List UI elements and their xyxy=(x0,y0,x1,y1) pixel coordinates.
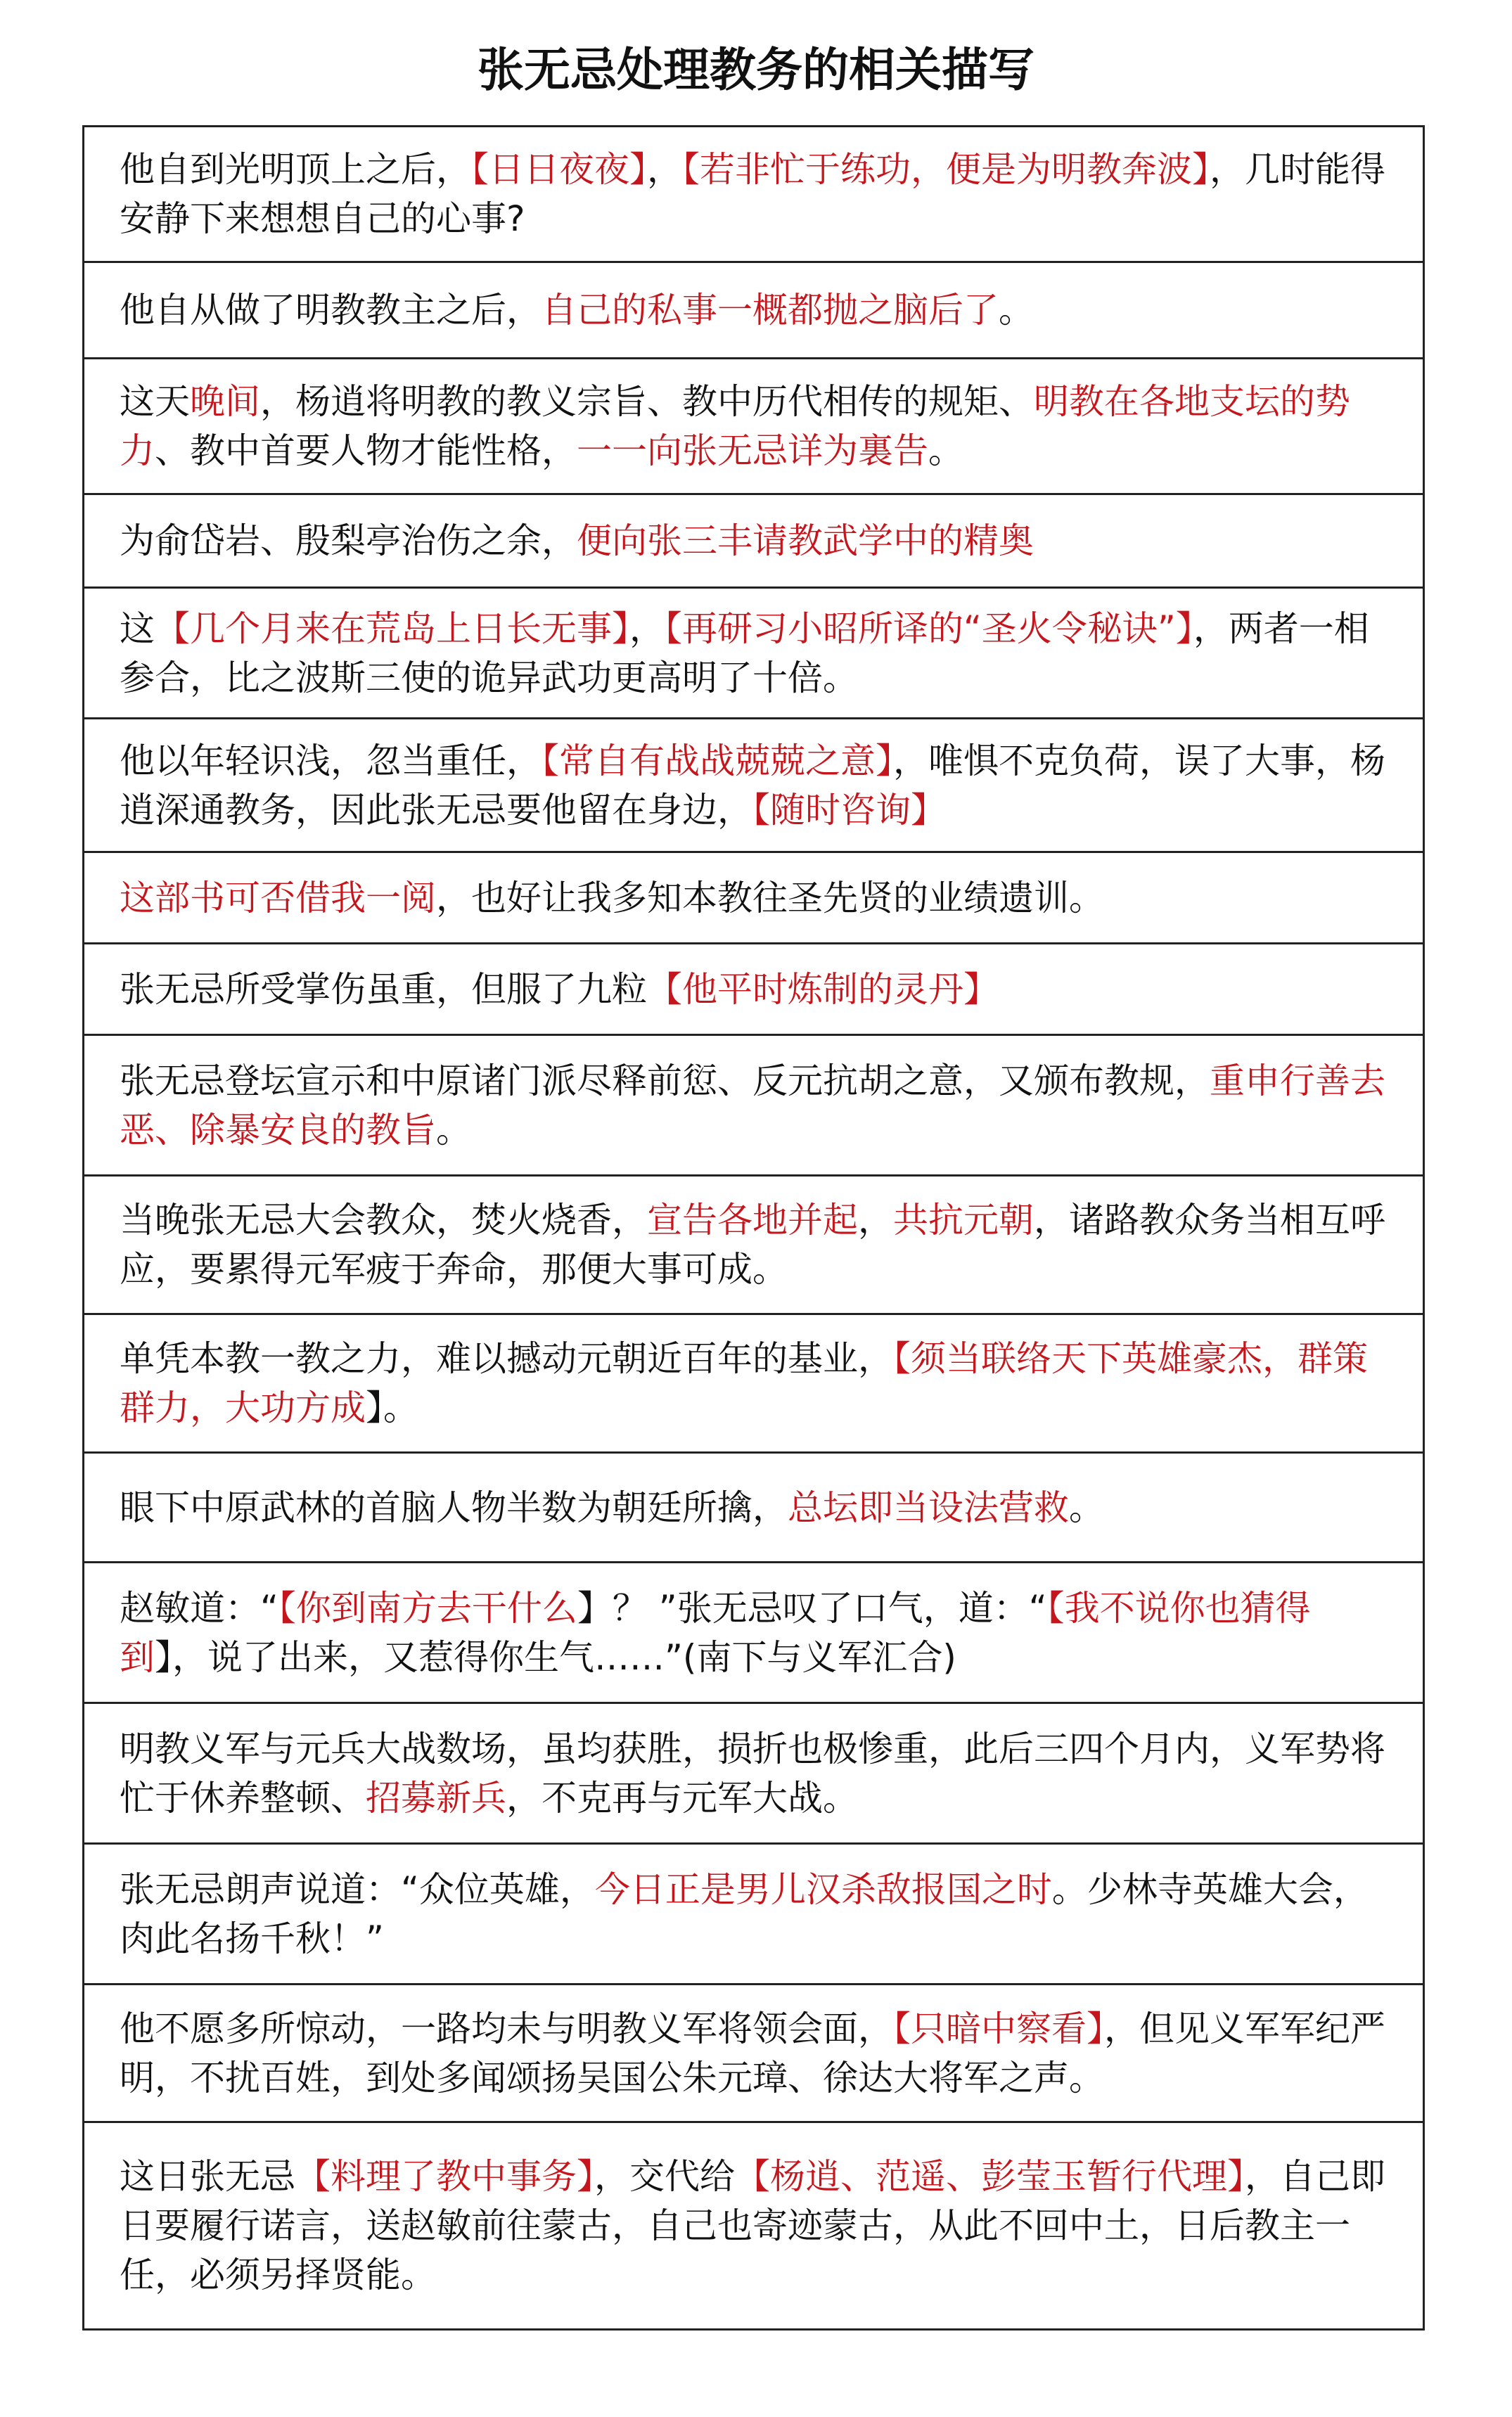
row-text xyxy=(120,873,1391,923)
highlight-text: 【若非忙于练功，便是为明教奔波】 xyxy=(682,149,1210,190)
table-row xyxy=(84,1845,1423,1985)
plain-text: ，交代给 xyxy=(594,2156,735,2197)
plain-text: ， xyxy=(629,608,665,649)
table-row xyxy=(84,2123,1423,2328)
plain-text: ，唯惧不克负荷，误了大事，杨逍深通教务，因此张无忌要他留在身边， xyxy=(120,740,1385,831)
row-text xyxy=(120,2004,1391,2103)
row-text xyxy=(120,736,1391,835)
row-text xyxy=(120,1865,1391,1963)
plain-text: ，两者一相参合，比之波斯三使的诡异武功更高明了十倍。 xyxy=(120,608,1369,698)
description-table xyxy=(82,125,1425,2331)
highlight-text: 便向张三丰请教武学中的精奥 xyxy=(577,520,1034,561)
plain-text: 。 xyxy=(1069,1487,1104,1528)
plain-text: 为俞岱岩、殷梨亭治伤之余， xyxy=(120,520,577,561)
plain-text: 张无忌所受掌伤虽重，但服了九粒 xyxy=(120,968,647,1010)
plain-text: 这 xyxy=(120,608,155,649)
table-row xyxy=(84,1704,1423,1845)
table-row xyxy=(84,1985,1423,2123)
plain-text: 。 xyxy=(436,1109,471,1150)
row-text xyxy=(120,1724,1391,1823)
row-text xyxy=(120,2152,1391,2300)
plain-text: 明教义军与元兵大战数场，虽均获胜，损折也极惨重，此后三四个月内，义军势将忙于休养整顿、 xyxy=(120,1728,1385,1819)
plain-text: 他自从做了明教教主之后， xyxy=(120,290,542,331)
highlight-text: 【我不说你也猜得到 xyxy=(120,1587,1311,1678)
plain-text: ，不克再与元军大战。 xyxy=(506,1777,858,1819)
row-text xyxy=(120,377,1391,475)
row-text xyxy=(120,286,1391,335)
table-row xyxy=(84,359,1423,495)
plain-text: ，但见义军军纪严明，不扰百姓，到处多闻颂扬吴国公朱元璋、徐达大将军之声。 xyxy=(120,2008,1385,2098)
highlight-text: 晚间 xyxy=(190,381,260,422)
highlight-text: 【只暗中察看】 xyxy=(893,2008,1104,2049)
row-text xyxy=(120,145,1391,243)
highlight-text: 宣告各地并起 xyxy=(647,1200,858,1240)
highlight-text: 自己的私事一概都抛之脑后了 xyxy=(542,290,999,331)
plain-text: 张无忌朗声说道：“众位英雄， xyxy=(120,1868,595,1910)
highlight-text: 【日日夜夜】 xyxy=(471,149,647,190)
highlight-text: 共抗元朝 xyxy=(893,1200,1034,1240)
row-text xyxy=(120,604,1391,703)
table-row xyxy=(84,1177,1423,1315)
plain-text: 、教中首要人物才能性格， xyxy=(155,430,577,471)
table-row xyxy=(84,1036,1423,1177)
table-row xyxy=(84,495,1423,589)
table-row xyxy=(84,1563,1423,1704)
plain-text: 当晚张无忌大会教众，焚火烧香， xyxy=(120,1200,647,1240)
table-row xyxy=(84,944,1423,1036)
plain-text: ， xyxy=(858,1200,893,1240)
highlight-text: 这部书可否借我一阅 xyxy=(120,877,436,918)
plain-text: 。 xyxy=(999,290,1034,331)
plain-text: 他自到光明顶上之后， xyxy=(120,149,471,190)
plain-text: 单凭本教一教之力，难以撼动元朝近百年的基业， xyxy=(120,1338,893,1379)
highlight-text: 【你到南方去干什么 xyxy=(278,1587,577,1629)
plain-text: 这天 xyxy=(120,381,190,422)
plain-text: 他以年轻识浅，忽当重任， xyxy=(120,740,542,781)
highlight-text: 总坛即当设法营救 xyxy=(788,1487,1069,1528)
plain-text: 。 xyxy=(928,430,963,471)
highlight-text: 【随时咨询】 xyxy=(752,789,946,831)
table-row xyxy=(84,263,1423,359)
plain-text: 眼下中原武林的首脑人物半数为朝廷所擒， xyxy=(120,1487,788,1528)
highlight-text: 今日正是男儿汉杀敌报国之时 xyxy=(594,1868,1052,1910)
plain-text: 。少林寺英雄大会，肉此名扬千秋！” xyxy=(120,1868,1369,1959)
highlight-text: 【杨逍、范遥、彭莹玉暂行代理】 xyxy=(735,2156,1245,2197)
plain-text: ，杨逍将明教的教义宗旨、教中历代相传的规矩、 xyxy=(260,381,1034,422)
row-text xyxy=(120,1056,1391,1155)
row-text xyxy=(120,1483,1391,1532)
table-row xyxy=(84,1454,1423,1563)
highlight-text: 【须当联络天下英雄豪杰，群策群力，大功方成 xyxy=(120,1338,1368,1428)
plain-text: 赵敏道：“ xyxy=(120,1587,278,1629)
highlight-text: 【几个月来在荒岛上日长无事】 xyxy=(155,608,629,649)
plain-text: 】？ ”张无忌叹了口气，道：“ xyxy=(577,1587,1047,1629)
highlight-text: 【常自有战战兢兢之意】 xyxy=(542,740,893,781)
highlight-text: 一一向张无忌详为裏告 xyxy=(577,430,928,471)
plain-text: ，几时能得安静下来想想自己的心事? xyxy=(120,149,1385,239)
row-text xyxy=(120,516,1391,565)
plain-text: ，自己即日要履行诺言，送赵敏前往蒙古，自己也寄迹蒙古，从此不回中土，日后教主一任，必须另择贤能。 xyxy=(120,2156,1385,2295)
plain-text: 张无忌登坛宣示和中原诸门派尽释前愆、反元抗胡之意，又颁布教规， xyxy=(120,1060,1210,1101)
highlight-text: 【再研习小昭所译的“圣火令秘诀”】 xyxy=(665,608,1193,649)
table-row xyxy=(84,127,1423,263)
plain-text: ，也好让我多知本教往圣先贤的业绩遗训。 xyxy=(436,877,1104,918)
row-text xyxy=(120,1334,1391,1432)
plain-text: 】。 xyxy=(366,1387,418,1428)
table-row xyxy=(84,589,1423,719)
highlight-text: 招募新兵 xyxy=(366,1777,506,1819)
plain-text: ， xyxy=(647,149,682,190)
highlight-text: 明教在各地支坛的势力 xyxy=(120,381,1350,471)
row-text xyxy=(120,1584,1391,1682)
plain-text: 他不愿多所惊动，一路均未与明教义军将领会面， xyxy=(120,2008,893,2049)
table-row xyxy=(84,1315,1423,1454)
plain-text: 这日张无忌 xyxy=(120,2156,295,2197)
highlight-text: 【料理了教中事务】 xyxy=(295,2156,594,2197)
plain-text: ，诸路教众务当相互呼应，要累得元军疲于奔命，那便大事可成。 xyxy=(120,1200,1385,1290)
page-title: 张无忌处理教务的相关描写 xyxy=(478,43,1034,97)
highlight-text: 重申行善去恶、除暴安良的教旨 xyxy=(120,1060,1385,1150)
row-text xyxy=(120,965,1391,1014)
table-row xyxy=(84,719,1423,853)
table-row xyxy=(84,853,1423,944)
row-text xyxy=(120,1195,1391,1294)
plain-text: 】，说了出来，又惹得你生气……”(南下与义军汇合) xyxy=(155,1636,956,1678)
highlight-text: 【他平时炼制的灵丹】 xyxy=(647,968,999,1010)
